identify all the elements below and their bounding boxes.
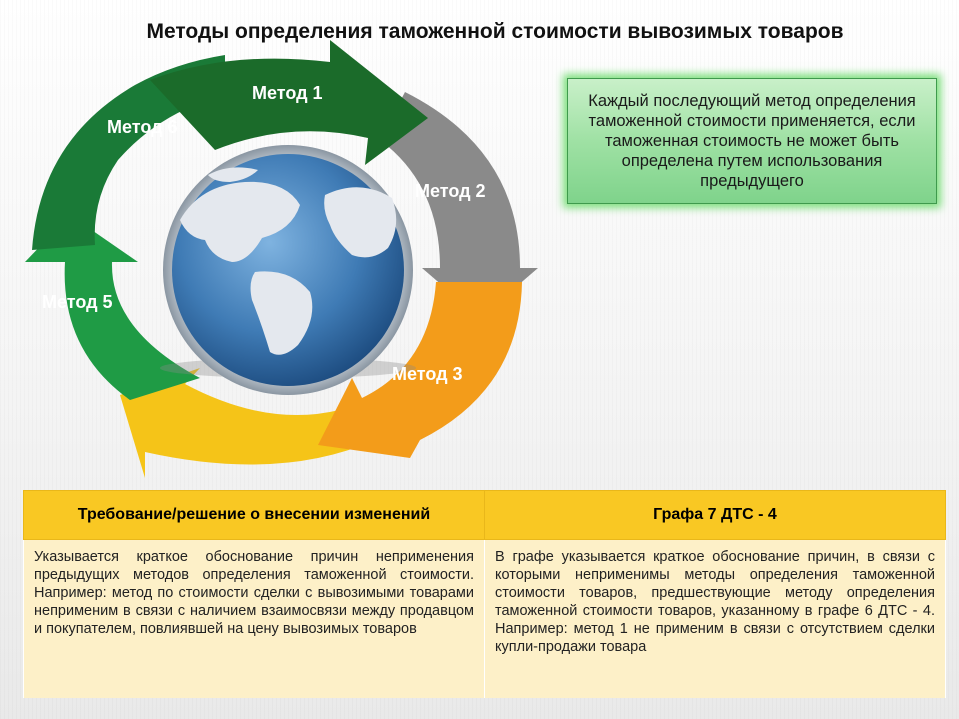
info-text: Каждый последующий метод определения таможенной стоимости применяется, если таможенная стоимость не может быть определена путем использования предыдущего [588, 92, 916, 190]
table-header-field: Графа 7 ДТС - 4 [485, 491, 946, 540]
requirements-table [23, 490, 946, 698]
table-header-requirement: Требование/решение о внесении изменений [24, 491, 485, 540]
method-6-label: Метод 6 [107, 117, 178, 137]
method-2-label: Метод 2 [415, 181, 486, 201]
info-callout [567, 78, 937, 204]
table-row [24, 540, 946, 699]
method-1-label: Метод 1 [252, 83, 323, 103]
table-cell-field: В графе указывается краткое обоснование причин, в связи с которыми неприменимы методы определения таможенной стоимости товаров, предшествующие методу определения таможенной стоимости товаров, указанному в графе 6 ДТС - 4. Например: метод 1 не применим в связи с отсутствием сделки купли-продажи товара [485, 540, 946, 699]
page-title: Методы определения таможенной стоимости вывозимых товаров [146, 20, 844, 43]
methods-cycle-diagram [0, 0, 560, 480]
table-cell-requirement: Указывается краткое обоснование причин неприменения предыдущих методов определения таможенной стоимости. Например: метод по стоимости сделки с вывозимыми товарами неприменим в связи с наличием взаимосвязи между продавцом и покупателем, повлиявшей на цену вывозимых товаров [24, 540, 485, 699]
method-3-label: Метод 3 [392, 364, 463, 384]
globe-icon [160, 145, 416, 395]
method-5-label: Метод 5 [42, 292, 113, 312]
table-header-row [24, 491, 946, 540]
